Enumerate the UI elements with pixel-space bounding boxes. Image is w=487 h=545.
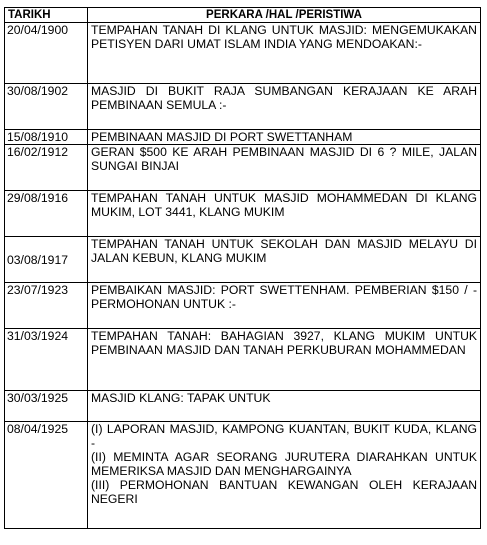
header-tarikh: TARIKH bbox=[5, 8, 88, 23]
row-event: PEMBAIKAN MASJID: PORT SWETTENHAM. PEMBERIAN $150 / - PERMOHONAN UNTUK :- bbox=[88, 283, 481, 329]
event-item: (II) MEMINTA AGAR SEORANG JURUTERA DIARAHKAN UNTUK MEMERIKSA MASJID DAN MENGHARGAINYA bbox=[91, 450, 477, 478]
row-event: TEMPAHAN TANAH DI KLANG UNTUK MASJID: MENGEMUKAKAN PETISYEN DARI UMAT ISLAM INDIA YANG MENDOAKAN:- bbox=[88, 23, 481, 84]
row-event bbox=[88, 422, 481, 529]
row-event: MASJID DI BUKIT RAJA SUMBANGAN KERAJAAN KE ARAH PEMBINAAN SEMULA :- bbox=[88, 84, 481, 130]
header-perkara: PERKARA /HAL /PERISTIWA bbox=[88, 8, 481, 23]
row-date: 16/02/1912 bbox=[5, 145, 88, 191]
row-date: 20/04/1900 bbox=[5, 23, 88, 84]
row-event: GERAN $500 KE ARAH PEMBINAAN MASJID DI 6 ? MILE, JALAN SUNGAI BINJAI bbox=[88, 145, 481, 191]
header-row bbox=[5, 8, 481, 23]
row-date: 29/08/1916 bbox=[5, 191, 88, 237]
event-item: (I) LAPORAN MASJID, KAMPONG KUANTAN, BUKIT KUDA, KLANG - bbox=[91, 422, 477, 450]
row-date: 23/07/1923 bbox=[5, 283, 88, 329]
row-event: TEMPAHAN TANAH: BAHAGIAN 3927, KLANG MUKIM UNTUK PEMBINAAN MASJID DAN TANAH PERKUBURAN MOHAMMEDAN bbox=[88, 329, 481, 391]
table-row bbox=[5, 84, 481, 130]
table-row bbox=[5, 130, 481, 145]
table-row bbox=[5, 422, 481, 529]
table-row bbox=[5, 23, 481, 84]
table-row bbox=[5, 283, 481, 329]
row-date: 30/08/1902 bbox=[5, 84, 88, 130]
events-table bbox=[4, 7, 481, 529]
row-event: TEMPAHAN TANAH UNTUK SEKOLAH DAN MASJID MELAYU DI JALAN KEBUN, KLANG MUKIM bbox=[88, 237, 481, 283]
event-item: (III) PERMOHONAN BANTUAN KEWANGAN OLEH KERAJAAN NEGERI bbox=[91, 478, 477, 506]
row-event: PEMBINAAN MASJID DI PORT SWETTANHAM bbox=[88, 130, 481, 145]
table-row bbox=[5, 191, 481, 237]
row-date: 31/03/1924 bbox=[5, 329, 88, 391]
row-date: 30/03/1925 bbox=[5, 391, 88, 422]
table-row bbox=[5, 145, 481, 191]
table-row bbox=[5, 329, 481, 391]
row-event: TEMPAHAN TANAH UNTUK MASJID MOHAMMEDAN DI KLANG MUKIM, LOT 3441, KLANG MUKIM bbox=[88, 191, 481, 237]
table-row bbox=[5, 391, 481, 422]
table-row bbox=[5, 237, 481, 283]
row-date: 15/08/1910 bbox=[5, 130, 88, 145]
row-event: MASJID KLANG: TAPAK UNTUK bbox=[88, 391, 481, 422]
row-date: 03/08/1917 bbox=[5, 237, 88, 283]
row-date: 08/04/1925 bbox=[5, 422, 88, 529]
